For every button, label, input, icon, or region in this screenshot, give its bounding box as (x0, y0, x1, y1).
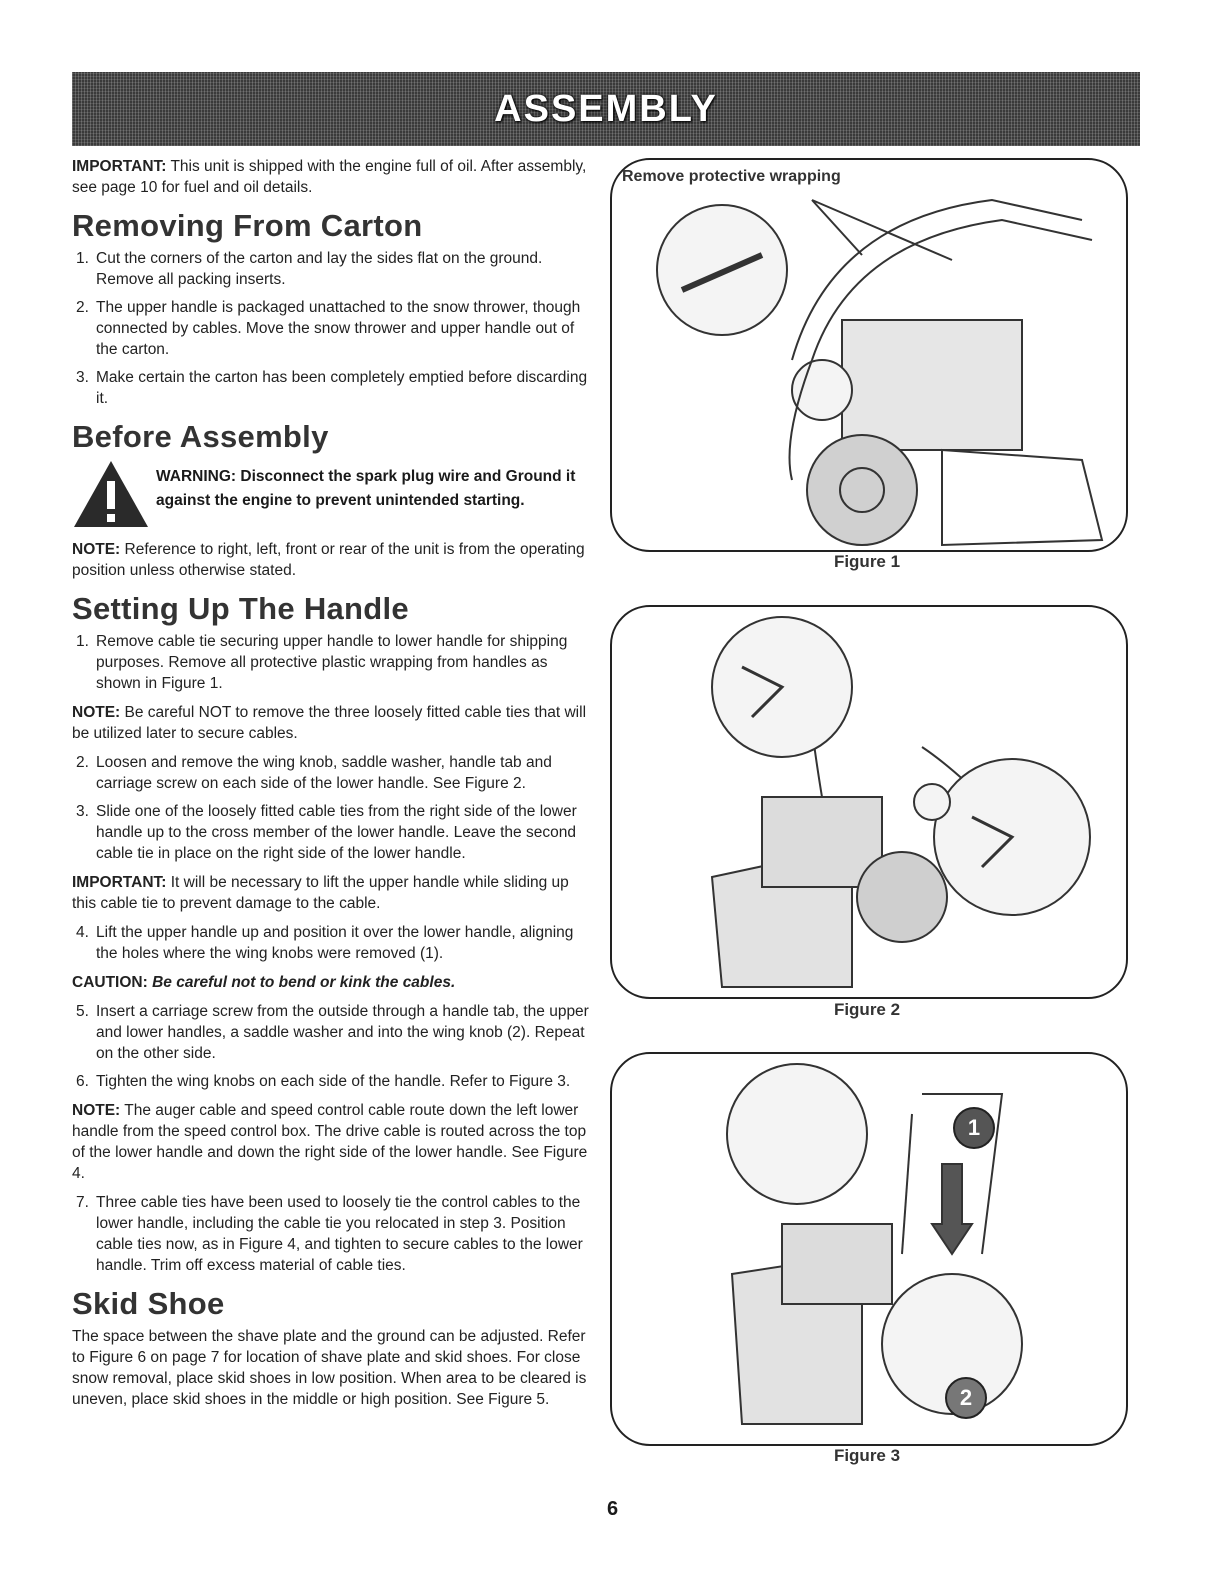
intro-text: This unit is shipped with the engine full of oil. After assembly, see page 10 for fuel and oil details. (72, 158, 587, 196)
step-text: Tighten the wing knobs on each side of the handle. Refer to Figure 3. (96, 1073, 571, 1090)
step-number: 4. (76, 924, 89, 941)
figure-2-caption: Figure 2 (833, 1000, 901, 1019)
list-item (72, 1001, 592, 1064)
figure-1-illustration (612, 160, 1126, 550)
callout-1-label: 1 (967, 1115, 981, 1140)
handle-steps-3 (72, 922, 592, 964)
list-item (72, 631, 592, 694)
note-text: Reference to right, left, front or rear of the unit is from the operating position unless otherwise stated. (72, 541, 585, 579)
step-number: 1. (76, 250, 89, 267)
note-paragraph (72, 539, 592, 581)
caution-text: Be careful not to bend or kink the cables. (152, 974, 456, 991)
important-label: IMPORTANT: (72, 874, 167, 891)
note-label: NOTE: (72, 704, 121, 721)
figure-2-frame (610, 605, 1128, 999)
step-text: Remove cable tie securing upper handle to lower handle for shipping purposes. Remove all protective plastic wrapping from handles as shown in Figure 1. (96, 633, 568, 692)
heading-setting-up-handle: Setting Up The Handle (72, 591, 409, 626)
section-title: ASSEMBLY (494, 87, 718, 130)
note-paragraph (72, 1100, 592, 1184)
list-item (72, 297, 592, 360)
caution-label: CAUTION: (72, 974, 153, 991)
warning-text: WARNING: Disconnect the spark plug wire and Ground it against the engine to prevent unintended starting. (156, 468, 576, 509)
section-banner (72, 72, 1140, 146)
step-number: 3. (76, 369, 89, 386)
handle-steps-5 (72, 1192, 592, 1276)
step-number: 7. (76, 1194, 89, 1211)
important-paragraph (72, 872, 592, 914)
list-item (72, 1071, 592, 1092)
heading-skid-shoe: Skid Shoe (72, 1286, 225, 1321)
figure-2-illustration (612, 607, 1126, 997)
handle-steps-1 (72, 631, 592, 694)
left-column (72, 156, 592, 1418)
heading-before-assembly: Before Assembly (72, 419, 329, 454)
list-item (72, 248, 592, 290)
warning-block (72, 459, 592, 529)
figure-3-caption: Figure 3 (833, 1446, 901, 1465)
warning-triangle-icon (72, 459, 150, 529)
step-number: 2. (76, 299, 89, 316)
important-text: It will be necessary to lift the upper handle while sliding up this cable tie to prevent damage to the cable. (72, 874, 569, 912)
step-text: The upper handle is packaged unattached to the snow thrower, though connected by cables. Move the snow thrower and upper handle out of the carton. (96, 299, 581, 358)
step-text: Slide one of the loosely fitted cable ties from the right side of the lower handle up to the cross member of the lower handle. Leave the second cable tie in place on the right side of the lower handle. (96, 803, 577, 862)
heading-removing-from-carton: Removing From Carton (72, 208, 423, 243)
step-number: 1. (76, 633, 89, 650)
important-label: IMPORTANT: (72, 158, 167, 175)
list-item (72, 367, 592, 409)
list-item (72, 1192, 592, 1276)
list-item (72, 922, 592, 964)
caution-paragraph (72, 972, 592, 993)
step-number: 5. (76, 1003, 89, 1020)
step-text: Insert a carriage screw from the outside through a handle tab, the upper and lower handles, a saddle washer and into the wing knob (2). Repeat on the other side. (96, 1003, 589, 1062)
callout-2-label: 2 (959, 1385, 973, 1410)
note-text: Be careful NOT to remove the three loosely fitted cable ties that will be utilized later to secure cables. (72, 704, 587, 742)
step-text: Cut the corners of the carton and lay the sides flat on the ground. Remove all packing inserts. (96, 250, 543, 288)
figure-1-label: Remove protective wrapping (622, 168, 841, 185)
figure-3-illustration (612, 1054, 1126, 1444)
note-text: The auger cable and speed control cable route down the left lower handle from the speed control box. The drive cable is routed across the top of the lower handle and down the right side of the lower handle. See Figure 4. (72, 1102, 588, 1182)
note-label: NOTE: (72, 541, 121, 558)
note-paragraph (72, 702, 592, 744)
handle-steps-2 (72, 752, 592, 864)
note-label: NOTE: (72, 1102, 121, 1119)
handle-steps-4 (72, 1001, 592, 1092)
skid-paragraph: The space between the shave plate and the ground can be adjusted. Refer to Figure 6 on page 7 for location of shave plate and skid shoes. For close snow removal, place skid shoes in low position. When area to be cleared is uneven, place skid shoes in the middle or high position. See Figure 5. (72, 1328, 587, 1408)
step-text: Make certain the carton has been completely emptied before discarding it. (96, 369, 588, 407)
step-text: Lift the upper handle up and position it over the lower handle, aligning the holes where the wing knobs were removed (1). (96, 924, 574, 962)
list-item (72, 752, 592, 794)
removing-steps (72, 248, 592, 409)
figure-1-caption: Figure 1 (833, 552, 901, 571)
step-number: 6. (76, 1073, 89, 1090)
step-text: Three cable ties have been used to loosely tie the control cables to the lower handle, including the cable tie you relocated in step 3. Position cable ties now, as in Figure 4, and tighten to secure cables to the lower handle. Trim off excess material of cable ties. (96, 1194, 583, 1274)
step-text: Loosen and remove the wing knob, saddle washer, handle tab and carriage screw on each side of the lower handle. See Figure 2. (96, 754, 552, 792)
list-item (72, 801, 592, 864)
intro-paragraph (72, 156, 592, 198)
step-number: 2. (76, 754, 89, 771)
step-number: 3. (76, 803, 89, 820)
figure-1-frame (610, 158, 1128, 552)
page-number: 6 (606, 1498, 619, 1520)
figure-3-frame (610, 1052, 1128, 1446)
